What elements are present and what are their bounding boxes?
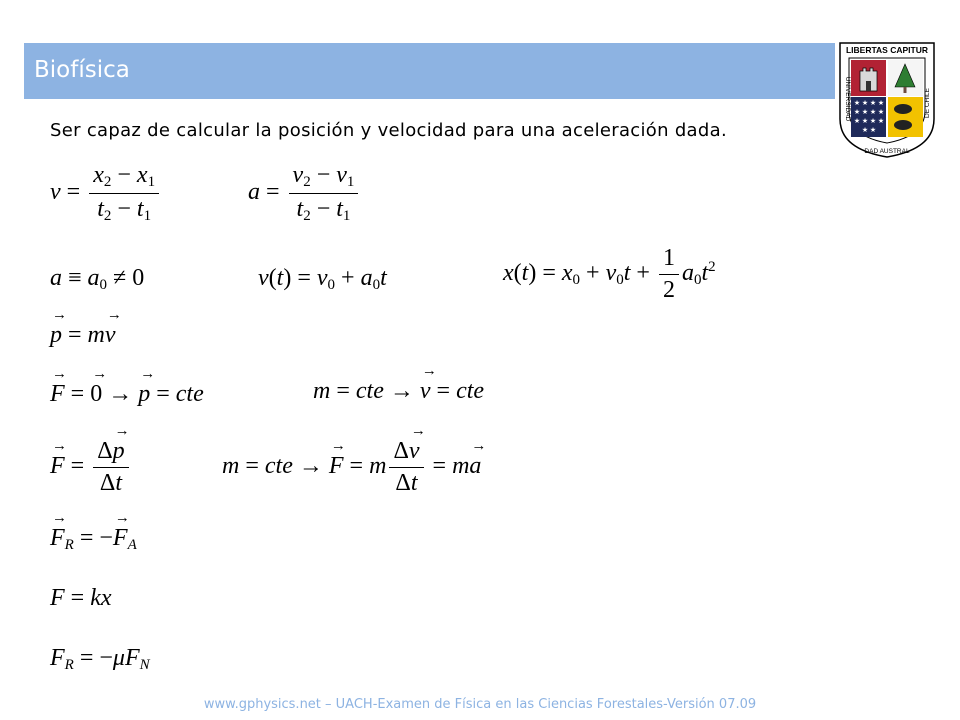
svg-text:★: ★ xyxy=(869,99,877,107)
crest-right-text: DE CHILE xyxy=(924,88,931,118)
svg-text:★: ★ xyxy=(877,99,885,107)
newton-second-law: m = cte → F → = m $\frac{\Delta v \to}{\Delta t}$ = ma → xyxy=(222,438,481,497)
svg-text:★: ★ xyxy=(853,99,861,107)
svg-text:★: ★ xyxy=(861,99,869,107)
svg-text:★: ★ xyxy=(853,108,861,116)
svg-text:★: ★ xyxy=(853,117,861,125)
svg-text:★: ★ xyxy=(869,117,877,125)
svg-text:★: ★ xyxy=(877,117,885,125)
constant-mass-velocity: m = cte → v → = cte xyxy=(313,378,484,405)
constant-acceleration: $a \equiv a_0 \ne 0$ xyxy=(50,265,145,293)
footer-text: www.gphysics.net – UACH-Examen de Física en las Ciencias Forestales-Versión 07.09 xyxy=(203,697,757,712)
title-bar xyxy=(24,43,835,99)
university-crest-logo xyxy=(837,41,937,159)
crest-motto: LIBERTAS CAPITUR xyxy=(845,45,929,55)
friction-force: $F_R = -\mu F_N$ xyxy=(50,645,150,673)
force-momentum-rate: F → = $\frac{\Delta p \to}{\Delta t}$ xyxy=(50,438,132,497)
svg-text:★: ★ xyxy=(861,117,869,125)
velocity-equation: $v(t) = v_0 + a_0t$ xyxy=(258,265,387,293)
svg-text:★: ★ xyxy=(861,108,869,116)
action-reaction: $F \to_R = -F \to_A$ xyxy=(50,525,137,554)
zero-force-momentum: F → = 0 → → p → = cte xyxy=(50,381,204,408)
momentum-definition: p → = mv → xyxy=(50,322,116,349)
svg-text:★: ★ xyxy=(869,108,877,116)
hooke-law: F = kx xyxy=(50,585,112,611)
slide-title: Biofísica xyxy=(34,57,130,83)
svg-text:★: ★ xyxy=(877,108,885,116)
position-equation: $x(t) = x_0 + v_0t$ + $\frac{1}{2}$ $a_0t^2$ xyxy=(503,245,716,303)
svg-text:★: ★ xyxy=(861,126,869,134)
svg-text:★: ★ xyxy=(869,126,877,134)
acceleration-definition: a = $\frac{v_2 - v_1}{t_2 - t_1}$ xyxy=(248,162,361,225)
crest-bottom-text: DAD AUSTRAL xyxy=(864,148,910,155)
intro-text: Ser capaz de calcular la posición y velocidad para una aceleración dada. xyxy=(50,120,727,141)
crest-left-text: UNIVERSIDAD xyxy=(844,76,851,122)
velocity-definition: v = $\frac{x_2 - x_1}{t_2 - t_1}$ xyxy=(50,162,162,225)
